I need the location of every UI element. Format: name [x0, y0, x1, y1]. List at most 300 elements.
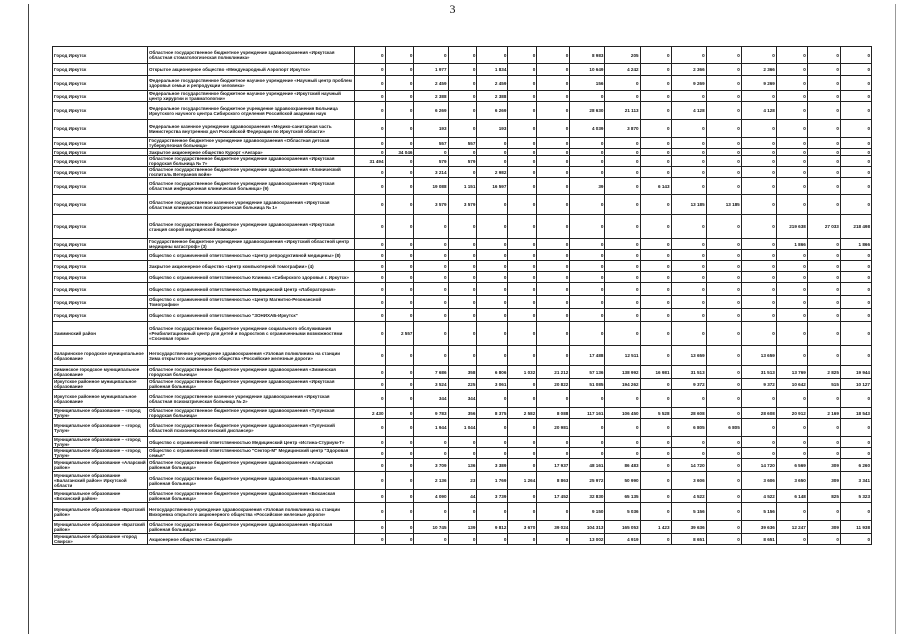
- value-cell: 0: [354, 379, 385, 390]
- value-cell: 2 366: [741, 64, 776, 76]
- value-cell: 0: [508, 437, 537, 448]
- value-cell: 0: [508, 261, 537, 272]
- value-cell: 0: [354, 366, 385, 379]
- value-cell: 0: [640, 272, 671, 283]
- value-cell: 0: [741, 390, 776, 408]
- value-cell: 193: [414, 120, 448, 138]
- value-cell: 65 135: [605, 490, 640, 503]
- value-cell: 0: [385, 448, 414, 459]
- value-cell: 0: [385, 366, 414, 379]
- value-cell: 0: [448, 534, 477, 545]
- value-cell: 0: [414, 215, 448, 239]
- value-cell: 0: [776, 283, 807, 296]
- value-cell: 0: [385, 156, 414, 167]
- value-cell: 0: [840, 47, 871, 64]
- table-row: [53, 296, 872, 309]
- value-cell: 0: [840, 390, 871, 408]
- value-cell: 0: [508, 64, 537, 76]
- value-cell: 0: [448, 322, 477, 346]
- region-cell: Город Иркутск: [53, 91, 148, 102]
- organization-cell: Государственное бюджетное учреждение здравоохранения «Областная детская туберкулезная больница»: [148, 138, 355, 149]
- region-cell: Город Иркутск: [53, 178, 148, 195]
- value-cell: 0: [776, 102, 807, 120]
- value-cell: 557: [448, 138, 477, 149]
- value-cell: 8 983: [570, 47, 605, 64]
- organization-cell: Областное государственное бюджетное учреждение здравоохранения «Иркутская станция скорой медицинской помощи»: [148, 215, 355, 239]
- value-cell: 0: [354, 296, 385, 309]
- value-cell: 0: [537, 167, 570, 178]
- value-cell: 0: [741, 250, 776, 261]
- value-cell: 0: [706, 64, 741, 76]
- value-cell: 0: [640, 309, 671, 322]
- value-cell: 0: [776, 156, 807, 167]
- table-body: [53, 47, 872, 545]
- value-cell: 0: [776, 250, 807, 261]
- value-cell: 0: [448, 448, 477, 459]
- value-cell: 0: [671, 91, 706, 102]
- value-cell: 0: [354, 490, 385, 503]
- value-cell: 0: [385, 472, 414, 490]
- value-cell: 25 972: [570, 472, 605, 490]
- value-cell: 0: [448, 120, 477, 138]
- value-cell: 17 937: [537, 459, 570, 472]
- value-cell: 0: [840, 167, 871, 178]
- organization-cell: Общество с ограниченной ответственностью Клиника «Сибирского здоровья г. Иркутск»: [148, 272, 355, 283]
- value-cell: 0: [477, 138, 508, 149]
- value-cell: 0: [605, 156, 640, 167]
- value-cell: 0: [776, 534, 807, 545]
- region-cell: Город Иркутск: [53, 156, 148, 167]
- region-cell: Город Иркутск: [53, 195, 148, 215]
- value-cell: 0: [840, 534, 871, 545]
- value-cell: 0: [605, 149, 640, 156]
- value-cell: 0: [776, 296, 807, 309]
- value-cell: 6 148: [776, 490, 807, 503]
- value-cell: 13 185: [706, 195, 741, 215]
- value-cell: 1 769: [477, 472, 508, 490]
- table-row: [53, 64, 872, 76]
- value-cell: 12 247: [776, 521, 807, 534]
- value-cell: 0: [354, 239, 385, 250]
- region-cell: Город Иркутск: [53, 76, 148, 91]
- organization-cell: Областное государственное бюджетное учреждение здравоохранения «Братская районная больница»: [148, 521, 355, 534]
- value-cell: 0: [741, 322, 776, 346]
- value-cell: 0: [508, 346, 537, 366]
- value-cell: 0: [776, 261, 807, 272]
- value-cell: 14 720: [671, 459, 706, 472]
- value-cell: 356: [448, 408, 477, 419]
- value-cell: 0: [605, 272, 640, 283]
- value-cell: 0: [807, 296, 840, 309]
- value-cell: 0: [706, 437, 741, 448]
- value-cell: 0: [354, 534, 385, 545]
- organization-cell: Общество с ограниченной ответственностью "Сектор-М" Медицинский центр "Здоровая семья": [148, 448, 355, 459]
- value-cell: 0: [640, 472, 671, 490]
- value-cell: 0: [741, 437, 776, 448]
- value-cell: 0: [537, 64, 570, 76]
- value-cell: 0: [605, 419, 640, 437]
- value-cell: 0: [706, 296, 741, 309]
- value-cell: 0: [807, 167, 840, 178]
- value-cell: 0: [671, 322, 706, 346]
- value-cell: 0: [640, 490, 671, 503]
- value-cell: 0: [537, 448, 570, 459]
- value-cell: 1 151: [448, 178, 477, 195]
- value-cell: 0: [807, 76, 840, 91]
- value-cell: 0: [385, 419, 414, 437]
- value-cell: 0: [640, 534, 671, 545]
- region-cell: Иркутское районное муниципальное образование: [53, 379, 148, 390]
- value-cell: 0: [385, 91, 414, 102]
- value-cell: 0: [671, 272, 706, 283]
- value-cell: 0: [776, 448, 807, 459]
- organization-cell: Областное государственное бюджетное учреждение здравоохранения «Иркутская областная стоматологическая поликлиника»: [148, 47, 355, 64]
- value-cell: 0: [706, 178, 741, 195]
- value-cell: 0: [477, 195, 508, 215]
- value-cell: 9 372: [671, 379, 706, 390]
- value-cell: 0: [354, 283, 385, 296]
- value-cell: 21 212: [537, 366, 570, 379]
- value-cell: 4 522: [741, 490, 776, 503]
- value-cell: 0: [354, 76, 385, 91]
- region-cell: Город Иркутск: [53, 283, 148, 296]
- value-cell: 0: [671, 47, 706, 64]
- value-cell: 1 032: [508, 366, 537, 379]
- value-cell: 0: [448, 346, 477, 366]
- value-cell: 34 046: [385, 149, 414, 156]
- value-cell: 0: [537, 215, 570, 239]
- value-cell: 0: [570, 322, 605, 346]
- value-cell: 13 659: [741, 346, 776, 366]
- value-cell: 5 036: [605, 503, 640, 521]
- value-cell: 309: [807, 472, 840, 490]
- value-cell: 0: [354, 419, 385, 437]
- table-row: [53, 490, 872, 503]
- organization-cell: Областное государственное бюджетное учреждение здравоохранения «Зиминская городская больница»: [148, 366, 355, 379]
- value-cell: 0: [508, 448, 537, 459]
- value-cell: 0: [640, 215, 671, 239]
- value-cell: 0: [570, 448, 605, 459]
- value-cell: 0: [840, 64, 871, 76]
- value-cell: 0: [354, 459, 385, 472]
- value-cell: 0: [640, 390, 671, 408]
- organization-cell: Областное государственное казенное учреждение здравоохранения «Иркутская областная психиатрическая больница № 2»: [148, 390, 355, 408]
- value-cell: 0: [741, 91, 776, 102]
- region-cell: Город Иркутск: [53, 215, 148, 239]
- value-cell: 4 919: [605, 534, 640, 545]
- table-row: [53, 91, 872, 102]
- value-cell: 0: [640, 76, 671, 91]
- value-cell: 9 783: [414, 408, 448, 419]
- value-cell: 20 912: [776, 408, 807, 419]
- value-cell: 11 938: [840, 521, 871, 534]
- value-cell: 193: [477, 120, 508, 138]
- region-cell: Муниципальное образование «город Свирск»: [53, 534, 148, 545]
- value-cell: 225: [448, 379, 477, 390]
- value-cell: 0: [537, 534, 570, 545]
- region-cell: Город Иркутск: [53, 309, 148, 322]
- value-cell: 50 990: [605, 472, 640, 490]
- value-cell: 0: [840, 283, 871, 296]
- value-cell: 0: [640, 91, 671, 102]
- value-cell: 0: [671, 250, 706, 261]
- value-cell: 0: [807, 156, 840, 167]
- value-cell: 0: [671, 120, 706, 138]
- table-row: [53, 408, 872, 419]
- value-cell: 10 649: [570, 64, 605, 76]
- value-cell: 0: [385, 521, 414, 534]
- value-cell: 117 161: [570, 408, 605, 419]
- value-cell: 0: [354, 448, 385, 459]
- organization-cell: Закрытое акционерное общество Курорт «Ангара»: [148, 149, 355, 156]
- value-cell: 8 651: [741, 534, 776, 545]
- value-cell: 2 366: [671, 64, 706, 76]
- value-cell: 0: [776, 91, 807, 102]
- value-cell: 4 128: [671, 102, 706, 120]
- value-cell: 0: [448, 76, 477, 91]
- value-cell: 0: [385, 64, 414, 76]
- value-cell: 0: [605, 390, 640, 408]
- value-cell: 0: [776, 64, 807, 76]
- value-cell: 0: [776, 503, 807, 521]
- value-cell: 0: [776, 178, 807, 195]
- value-cell: 16 597: [477, 178, 508, 195]
- table-row: [53, 138, 872, 149]
- value-cell: 0: [477, 346, 508, 366]
- value-cell: 0: [671, 448, 706, 459]
- value-cell: 0: [570, 156, 605, 167]
- value-cell: 32 830: [570, 490, 605, 503]
- value-cell: 309: [807, 459, 840, 472]
- value-cell: 0: [570, 250, 605, 261]
- value-cell: 20 822: [537, 379, 570, 390]
- region-cell: Муниципальное образование «Боханский район»: [53, 490, 148, 503]
- value-cell: 3 709: [414, 459, 448, 472]
- value-cell: 0: [807, 120, 840, 138]
- table-row: [53, 102, 872, 120]
- value-cell: 3 670: [508, 521, 537, 534]
- value-cell: 0: [640, 283, 671, 296]
- value-cell: 57 136: [570, 366, 605, 379]
- value-cell: 3 579: [448, 195, 477, 215]
- value-cell: 0: [448, 272, 477, 283]
- value-cell: 0: [741, 120, 776, 138]
- value-cell: 6 569: [776, 459, 807, 472]
- value-cell: 0: [840, 261, 871, 272]
- region-cell: Муниципальное образование «Аларский район»: [54, 460, 146, 470]
- value-cell: 86 483: [605, 459, 640, 472]
- organization-cell: Открытое акционерное общество «Международный Аэропорт Иркутск»: [148, 64, 355, 76]
- value-cell: 0: [706, 261, 741, 272]
- value-cell: 0: [508, 102, 537, 120]
- value-cell: 3 650: [776, 472, 807, 490]
- value-cell: 0: [414, 250, 448, 261]
- value-cell: 0: [640, 239, 671, 250]
- value-cell: 0: [537, 239, 570, 250]
- organization-cell: Закрытое акционерное общество «Центр компьютерной томографии» (4): [148, 261, 355, 272]
- value-cell: 0: [508, 149, 537, 156]
- value-cell: 0: [840, 448, 871, 459]
- value-cell: 0: [671, 167, 706, 178]
- value-cell: 10 642: [776, 379, 807, 390]
- value-cell: 0: [605, 167, 640, 178]
- table-row: [53, 239, 872, 250]
- value-cell: 0: [640, 296, 671, 309]
- table-row: [53, 309, 872, 322]
- value-cell: 0: [354, 346, 385, 366]
- value-cell: 0: [477, 272, 508, 283]
- value-cell: 0: [840, 120, 871, 138]
- region-cell: Город Иркутск: [53, 239, 148, 250]
- value-cell: 0: [385, 283, 414, 296]
- value-cell: 0: [807, 503, 840, 521]
- value-cell: 0: [706, 379, 741, 390]
- value-cell: 2 388: [477, 91, 508, 102]
- table-row: [53, 390, 872, 408]
- value-cell: 8 375: [477, 408, 508, 419]
- table-row: [53, 250, 872, 261]
- value-cell: 5 323: [840, 490, 871, 503]
- value-cell: 0: [671, 178, 706, 195]
- value-cell: 13 659: [671, 346, 706, 366]
- value-cell: 0: [448, 503, 477, 521]
- value-cell: 0: [776, 309, 807, 322]
- value-cell: 0: [640, 322, 671, 346]
- value-cell: 0: [671, 156, 706, 167]
- value-cell: 3 870: [605, 120, 640, 138]
- value-cell: 0: [354, 309, 385, 322]
- value-cell: 0: [385, 102, 414, 120]
- value-cell: 0: [354, 250, 385, 261]
- value-cell: 9 150: [570, 503, 605, 521]
- value-cell: 0: [776, 437, 807, 448]
- value-cell: 0: [776, 272, 807, 283]
- region-cell: Зиминское городское муниципальное образование: [53, 366, 148, 379]
- value-cell: 0: [706, 120, 741, 138]
- value-cell: 1 977: [414, 64, 448, 76]
- value-cell: 0: [508, 419, 537, 437]
- value-cell: 16 981: [640, 366, 671, 379]
- value-cell: 3 579: [414, 195, 448, 215]
- value-cell: 0: [807, 195, 840, 215]
- value-cell: 0: [414, 448, 448, 459]
- table-row: [53, 283, 872, 296]
- value-cell: 0: [354, 64, 385, 76]
- value-cell: 0: [508, 309, 537, 322]
- value-cell: 0: [477, 448, 508, 459]
- value-cell: 0: [706, 459, 741, 472]
- value-cell: 0: [448, 149, 477, 156]
- value-cell: 0: [741, 215, 776, 239]
- value-cell: 0: [605, 239, 640, 250]
- value-cell: 0: [448, 167, 477, 178]
- value-cell: 0: [671, 283, 706, 296]
- value-cell: 0: [671, 296, 706, 309]
- value-cell: 219 638: [776, 215, 807, 239]
- value-cell: 0: [385, 178, 414, 195]
- value-cell: 14 720: [741, 459, 776, 472]
- value-cell: 0: [840, 272, 871, 283]
- value-cell: 0: [776, 149, 807, 156]
- table-row: [53, 437, 872, 448]
- region-cell: Город Иркутск: [53, 120, 148, 138]
- value-cell: 0: [477, 149, 508, 156]
- value-cell: 0: [537, 138, 570, 149]
- value-cell: 0: [477, 156, 508, 167]
- value-cell: 0: [385, 120, 414, 138]
- value-cell: 0: [385, 309, 414, 322]
- value-cell: 3 389: [477, 459, 508, 472]
- value-cell: 0: [807, 419, 840, 437]
- value-cell: 0: [477, 503, 508, 521]
- value-cell: 0: [671, 215, 706, 239]
- value-cell: 0: [706, 167, 741, 178]
- value-cell: 0: [508, 167, 537, 178]
- value-cell: 8 651: [671, 534, 706, 545]
- value-cell: 31 513: [671, 366, 706, 379]
- value-cell: 218 498: [840, 215, 871, 239]
- value-cell: 5 156: [741, 503, 776, 521]
- value-cell: 2 430: [354, 408, 385, 419]
- value-cell: 0: [840, 149, 871, 156]
- table-row: [53, 472, 872, 490]
- value-cell: 0: [537, 156, 570, 167]
- value-cell: 0: [570, 419, 605, 437]
- table-row: [53, 346, 872, 366]
- value-cell: 0: [508, 156, 537, 167]
- value-cell: 0: [508, 503, 537, 521]
- value-cell: 0: [776, 419, 807, 437]
- value-cell: 0: [354, 261, 385, 272]
- value-cell: 0: [640, 448, 671, 459]
- value-cell: 1 866: [776, 239, 807, 250]
- region-cell: Заларинское городское муниципальное образование: [53, 346, 148, 366]
- value-cell: 0: [807, 149, 840, 156]
- value-cell: 0: [671, 138, 706, 149]
- value-cell: 0: [354, 472, 385, 490]
- value-cell: 0: [570, 167, 605, 178]
- value-cell: 0: [640, 379, 671, 390]
- value-cell: 0: [706, 490, 741, 503]
- value-cell: 0: [807, 250, 840, 261]
- value-cell: 0: [354, 120, 385, 138]
- value-cell: 0: [776, 346, 807, 366]
- value-cell: 0: [537, 390, 570, 408]
- value-cell: 0: [477, 239, 508, 250]
- value-cell: 205: [605, 47, 640, 64]
- table-row: [53, 459, 872, 472]
- value-cell: 0: [605, 91, 640, 102]
- value-cell: 0: [448, 47, 477, 64]
- value-cell: 0: [741, 167, 776, 178]
- value-cell: 0: [605, 322, 640, 346]
- value-cell: 3 606: [671, 472, 706, 490]
- value-cell: 39: [570, 178, 605, 195]
- value-cell: 0: [605, 76, 640, 91]
- value-cell: 0: [706, 138, 741, 149]
- value-cell: 0: [385, 390, 414, 408]
- value-cell: 0: [508, 379, 537, 390]
- value-cell: 2 582: [508, 408, 537, 419]
- value-cell: 0: [640, 437, 671, 448]
- value-cell: 0: [385, 195, 414, 215]
- value-cell: 344: [448, 390, 477, 408]
- value-cell: 0: [640, 503, 671, 521]
- value-cell: 0: [570, 138, 605, 149]
- value-cell: 0: [385, 138, 414, 149]
- value-cell: 1 423: [640, 521, 671, 534]
- value-cell: 0: [570, 283, 605, 296]
